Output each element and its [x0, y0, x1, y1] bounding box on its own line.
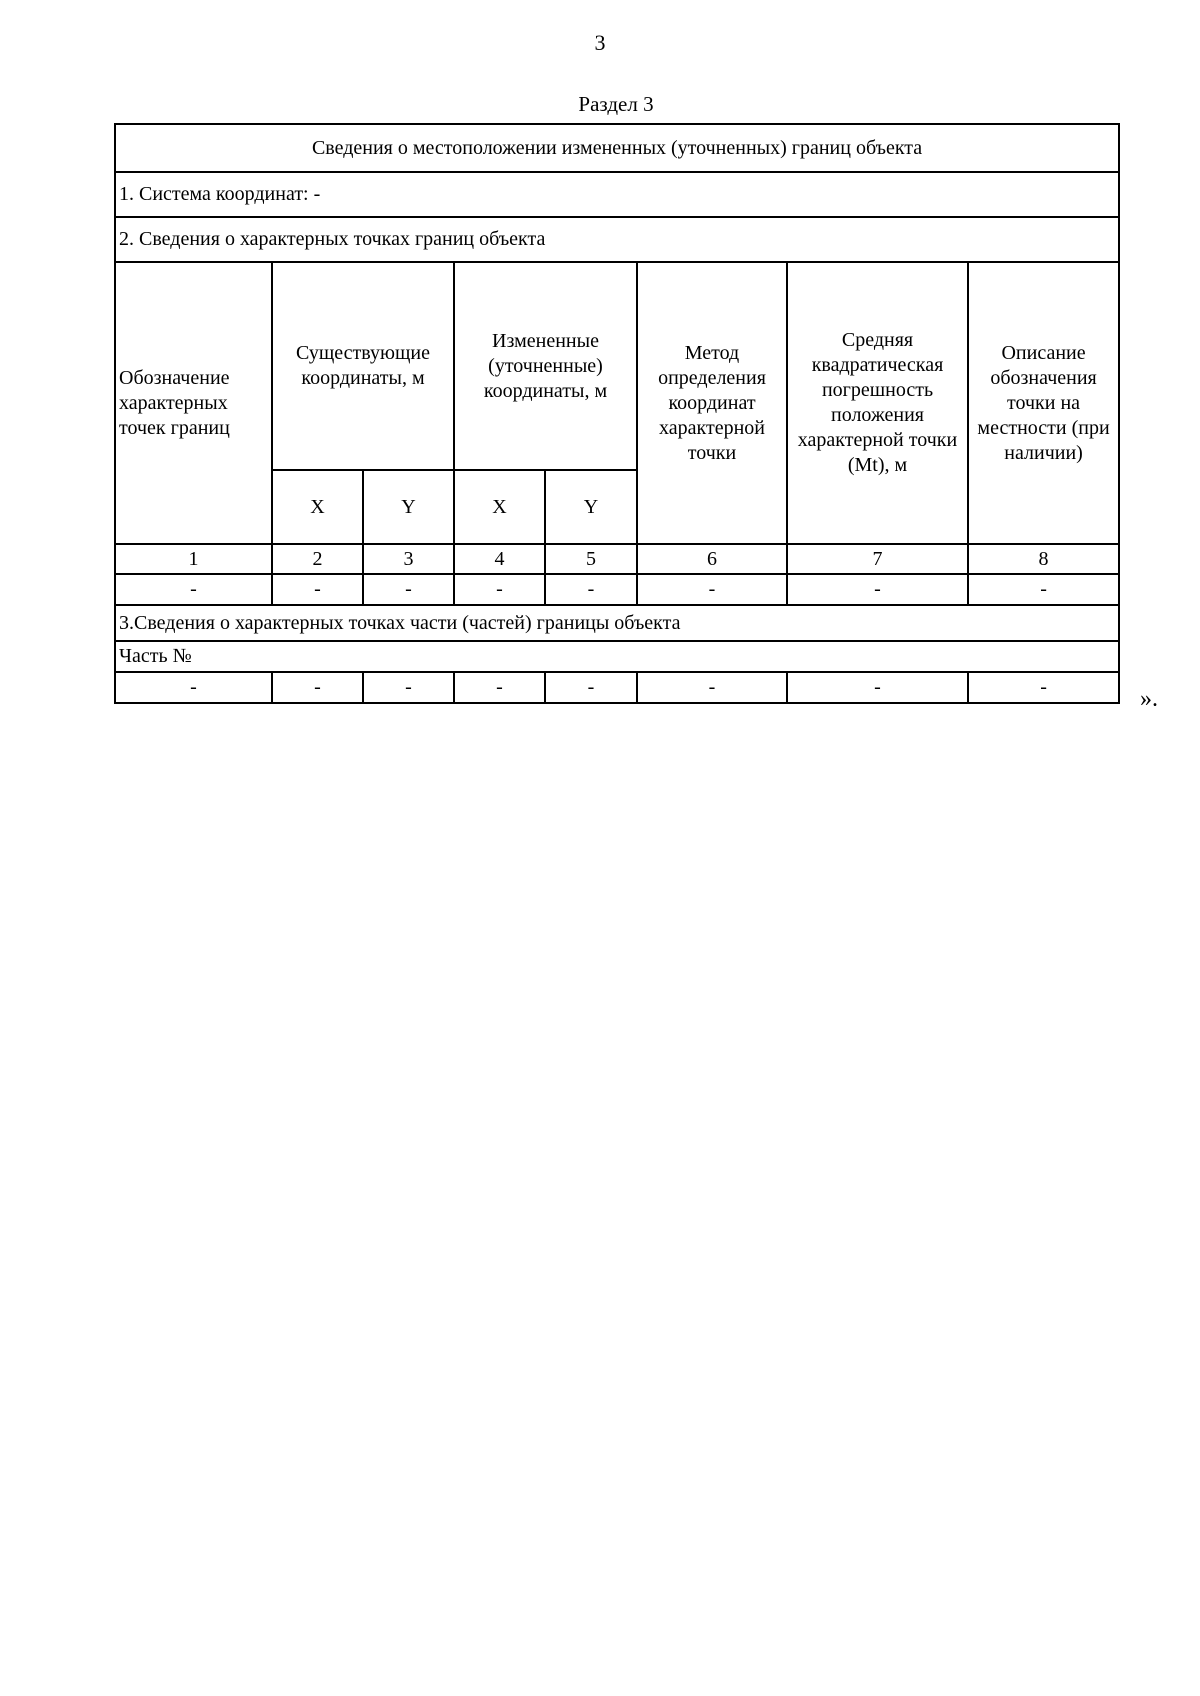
table-cell: -	[363, 672, 454, 703]
boundary-table	[114, 123, 1120, 704]
coordinate-system: 1. Система координат: -	[115, 172, 1119, 217]
table-cell: -	[968, 574, 1119, 605]
table-title: Сведения о местоположении измененных (уточненных) границ объекта	[115, 124, 1119, 172]
table-cell: -	[454, 672, 545, 703]
header-changed-x: X	[454, 470, 545, 544]
coordinate-system-row	[115, 172, 1119, 217]
points-heading-row	[115, 217, 1119, 262]
column-number: 5	[545, 544, 637, 574]
table-cell: -	[272, 672, 363, 703]
table-row	[115, 574, 1119, 605]
header-existing-x: X	[272, 470, 363, 544]
points-heading: 2. Сведения о характерных точках границ объекта	[115, 217, 1119, 262]
table-cell: -	[454, 574, 545, 605]
section-label: Раздел 3	[578, 92, 654, 116]
table-cell: -	[272, 574, 363, 605]
table-cell: -	[115, 672, 272, 703]
table-cell: -	[787, 672, 968, 703]
table-cell: -	[968, 672, 1119, 703]
table-cell: -	[637, 672, 787, 703]
header-description: Описание обозначения точки на местности (при наличии)	[968, 262, 1119, 544]
header-method: Метод определения координат характерной точки	[637, 262, 787, 544]
header-existing-y: Y	[363, 470, 454, 544]
table-cell: -	[787, 574, 968, 605]
column-number: 8	[968, 544, 1119, 574]
header-point-designation: Обозначение характерных точек границ	[115, 262, 272, 544]
table-cell: -	[637, 574, 787, 605]
column-number: 1	[115, 544, 272, 574]
parts-heading-row	[115, 605, 1119, 641]
table-cell: -	[545, 672, 637, 703]
column-number: 3	[363, 544, 454, 574]
column-number-row	[115, 544, 1119, 574]
closing-quote-mark: ».	[1140, 686, 1158, 712]
header-mean-square-error: Средняя квадратическая погрешность положения характерной точки (Mt), м	[787, 262, 968, 544]
table-title-row	[115, 124, 1119, 172]
column-number: 4	[454, 544, 545, 574]
table-row	[115, 672, 1119, 703]
page-number: 3	[594, 30, 606, 55]
parts-heading: 3.Сведения о характерных точках части (частей) границы объекта	[115, 605, 1119, 641]
table-header-row	[115, 262, 1119, 470]
header-existing-coords: Существующие координаты, м	[272, 262, 454, 470]
part-label-row	[115, 641, 1119, 672]
column-number: 7	[787, 544, 968, 574]
table-cell: -	[545, 574, 637, 605]
column-number: 2	[272, 544, 363, 574]
part-label: Часть №	[115, 641, 1119, 672]
column-number: 6	[637, 544, 787, 574]
header-changed-y: Y	[545, 470, 637, 544]
header-changed-coords: Измененные (уточненные) координаты, м	[454, 262, 637, 470]
table-cell: -	[115, 574, 272, 605]
table-cell: -	[363, 574, 454, 605]
